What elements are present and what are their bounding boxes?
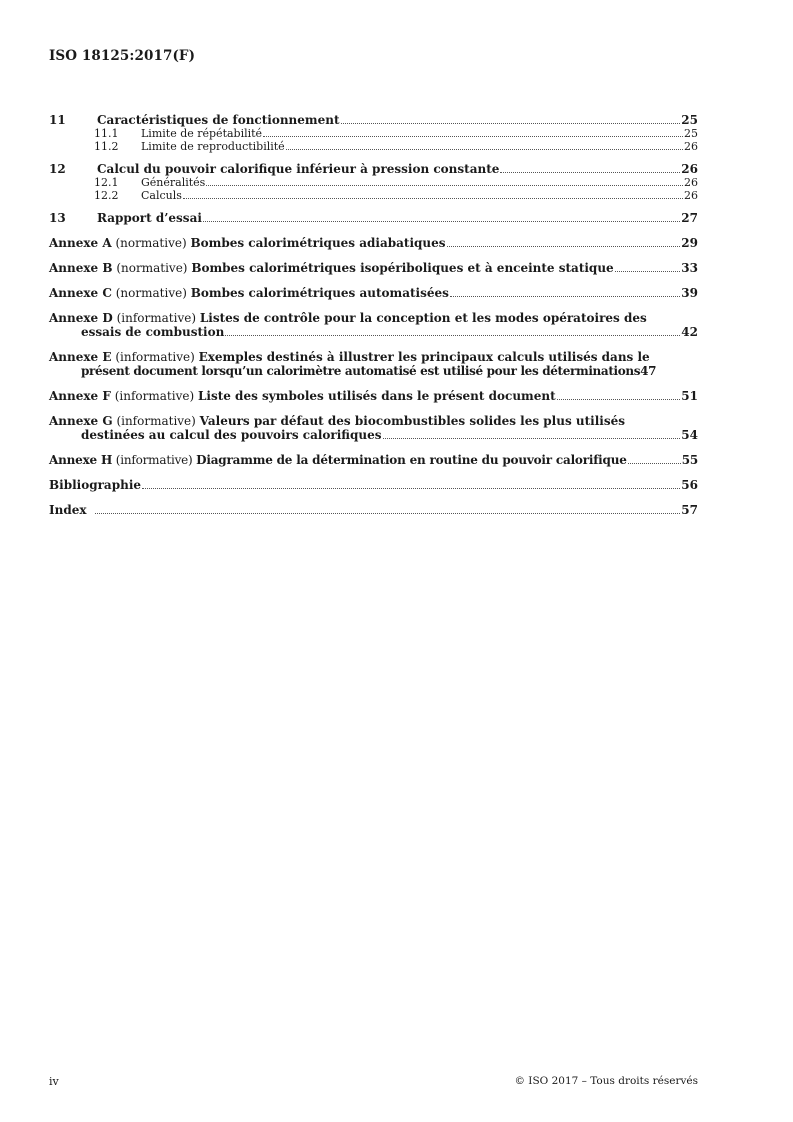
- toc-entry-number: 11.2: [94, 140, 119, 153]
- toc-entry-page: 26: [681, 162, 698, 176]
- toc-entry-title: Rapport d’essai: [97, 211, 202, 225]
- toc-annex-g[interactable]: [49, 414, 698, 442]
- toc-entry-title: Index: [49, 503, 87, 517]
- toc-entry-number: 13: [49, 211, 66, 225]
- dot-leader: [225, 335, 680, 336]
- annex-title: Bombes calorimétriques automatisées: [190, 286, 449, 300]
- toc-entry-12[interactable]: [49, 162, 698, 176]
- toc-entry-page: 55: [681, 453, 698, 467]
- footer-copyright: © ISO 2017 – Tous droits réservés: [514, 1075, 698, 1087]
- toc-annex-a[interactable]: [49, 236, 698, 250]
- toc-annex-h[interactable]: [49, 453, 698, 467]
- annex-kind: (normative): [116, 261, 188, 275]
- toc-entry-13[interactable]: [49, 211, 698, 225]
- toc-entry-page: 39: [681, 286, 698, 300]
- toc-entry-page: 29: [681, 236, 698, 250]
- annex-title-continued: présent document lorsqu’un calorimètre automatisé est utilisé pour les déterminations: [81, 364, 641, 378]
- dot-leader: [183, 198, 683, 199]
- annex-title: Liste des symboles utilisés dans le présent document: [197, 389, 556, 403]
- dot-leader: [450, 296, 680, 297]
- toc-entry-12-2[interactable]: [49, 189, 698, 202]
- annex-title-continued: destinées au calcul des pouvoirs calorifiques: [81, 428, 382, 442]
- annex-kind: (normative): [115, 236, 187, 250]
- dot-leader: [628, 463, 681, 464]
- toc-annex-f[interactable]: [49, 389, 698, 403]
- toc-entry-title: Calculs: [141, 189, 182, 202]
- annex-title: Valeurs par défaut des biocombustibles solides les plus utilisés: [199, 414, 625, 428]
- dot-leader: [615, 271, 681, 272]
- annex-label: Annexe C: [49, 286, 112, 300]
- annex-label: Annexe D: [49, 311, 113, 325]
- toc-bibliography[interactable]: [49, 478, 698, 492]
- dot-leader: [557, 399, 681, 400]
- toc-entry-12-1[interactable]: [49, 176, 698, 189]
- toc-entry-title: Caractéristiques de fonctionnement: [97, 113, 340, 127]
- toc-entry-page: 26: [684, 140, 698, 153]
- annex-label: Annexe E: [49, 350, 112, 364]
- toc-entry-title: Limite de répétabilité: [141, 127, 263, 140]
- annex-kind: (informative): [114, 389, 195, 403]
- annex-kind: (normative): [115, 286, 187, 300]
- annex-kind: (informative): [115, 453, 193, 467]
- toc-entry-title: Bibliographie: [49, 478, 142, 492]
- toc-entry-page: 26: [684, 189, 698, 202]
- toc-annex-c[interactable]: [49, 286, 698, 300]
- toc-entry-page: 25: [681, 113, 698, 127]
- dot-leader: [263, 136, 683, 137]
- toc-entry-page: 57: [681, 503, 698, 517]
- annex-label: Annexe H: [49, 453, 113, 467]
- table-of-contents: [49, 113, 698, 517]
- annex-label: Annexe A: [49, 236, 112, 250]
- toc-annex-d[interactable]: [49, 311, 698, 339]
- annex-kind: (informative): [116, 414, 196, 428]
- dot-leader: [447, 246, 681, 247]
- dot-leader: [203, 221, 680, 222]
- dot-leader: [383, 438, 681, 439]
- toc-entry-page: 33: [681, 261, 698, 275]
- dot-leader: [500, 172, 680, 173]
- toc-entry-11-2[interactable]: [49, 140, 698, 153]
- toc-entry-11[interactable]: [49, 113, 698, 127]
- annex-title: Diagramme de la détermination en routine du pouvoir calorifique: [196, 453, 627, 467]
- toc-entry-page: 25: [684, 127, 698, 140]
- toc-entry-11-1[interactable]: [49, 127, 698, 140]
- toc-entry-number: 12.2: [94, 189, 119, 202]
- annex-label: Annexe G: [49, 414, 113, 428]
- toc-entry-page: 26: [684, 176, 698, 189]
- annex-title-continued: essais de combustion: [81, 325, 225, 339]
- dot-leader: [341, 123, 681, 124]
- toc-annex-b[interactable]: [49, 261, 698, 275]
- annex-title: Exemples destinés à illustrer les principaux calculs utilisés dans le: [198, 350, 650, 364]
- toc-entry-page: 47: [640, 364, 657, 378]
- document-title: ISO 18125:2017(F): [49, 48, 196, 64]
- annex-label: Annexe B: [49, 261, 113, 275]
- toc-entry-page: 42: [681, 325, 698, 339]
- toc-entry-title: Généralités: [141, 176, 206, 189]
- toc-entry-number: 12: [49, 162, 66, 176]
- footer-page-number: iv: [49, 1075, 59, 1088]
- dot-leader: [206, 185, 683, 186]
- dot-leader: [95, 513, 681, 514]
- annex-title: Bombes calorimétriques adiabatiques: [190, 236, 446, 250]
- toc-entry-title: Limite de reproductibilité: [141, 140, 285, 153]
- toc-annex-e[interactable]: [49, 350, 698, 378]
- annex-title: Listes de contrôle pour la conception et les modes opératoires des: [199, 311, 647, 325]
- annex-label: Annexe F: [49, 389, 111, 403]
- dot-leader: [286, 149, 683, 150]
- toc-entry-page: 54: [681, 428, 698, 442]
- toc-entry-title: Calcul du pouvoir calorifique inférieur à pression constante: [97, 162, 500, 176]
- annex-title: Bombes calorimétriques isopériboliques et à enceinte statique: [191, 261, 614, 275]
- toc-entry-number: 12.1: [94, 176, 119, 189]
- toc-entry-number: 11.1: [94, 127, 119, 140]
- toc-entry-page: 51: [681, 389, 698, 403]
- dot-leader: [142, 488, 680, 489]
- annex-kind: (informative): [115, 350, 195, 364]
- toc-index[interactable]: [49, 503, 698, 517]
- annex-kind: (informative): [116, 311, 197, 325]
- toc-entry-page: 27: [681, 211, 698, 225]
- toc-entry-page: 56: [681, 478, 698, 492]
- toc-entry-number: 11: [49, 113, 66, 127]
